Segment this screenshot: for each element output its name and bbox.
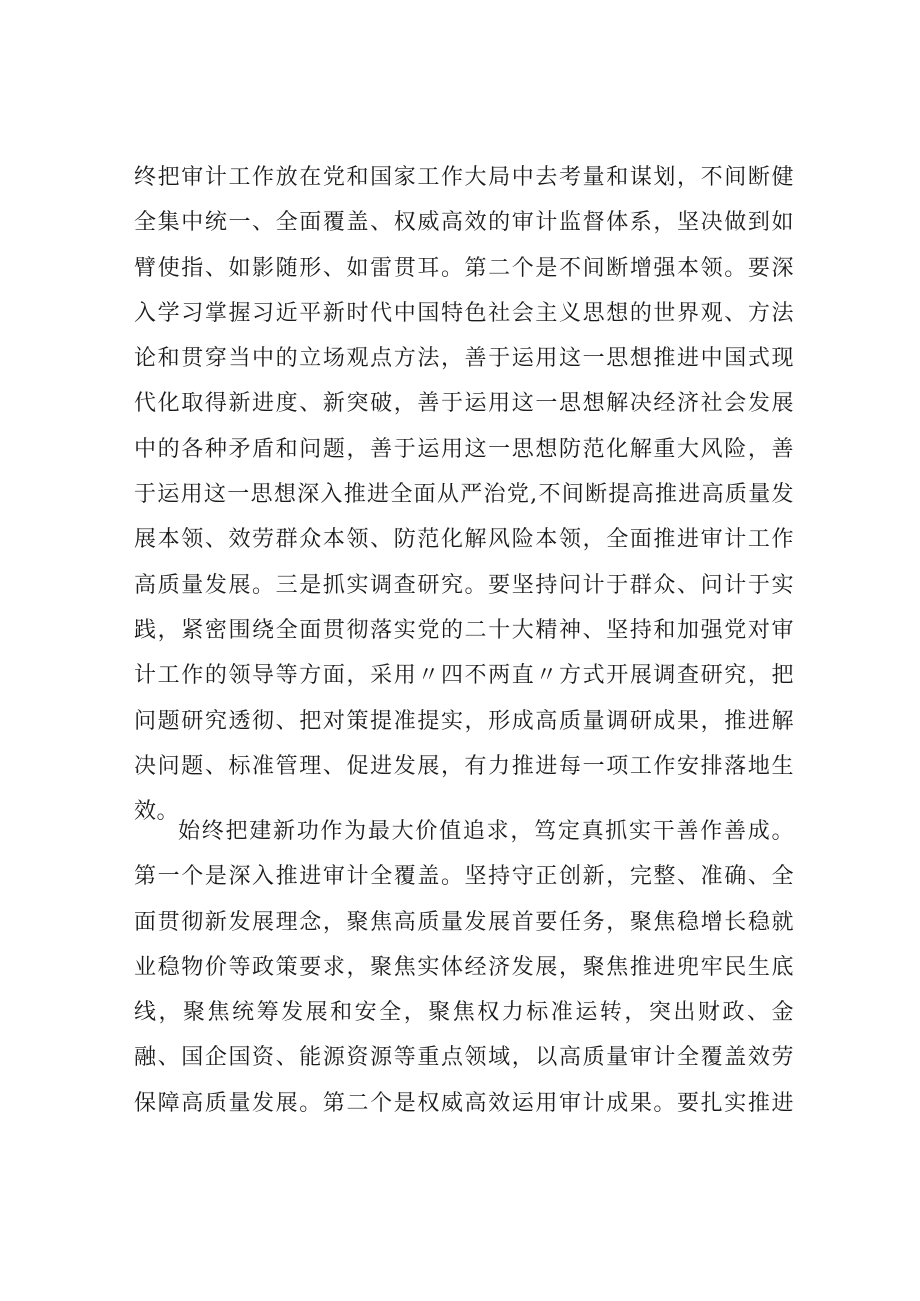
text-line: 终把审计工作放在党和国家工作大局中去考量和谋划，不间断健: [134, 165, 794, 190]
text-line: 第一个是深入推进审计全覆盖。坚持守正创新，完整、准确、全: [134, 864, 794, 890]
text-line: 保障高质量发展。第二个是权威高效运用审计成果。要扎实推进: [134, 1090, 794, 1116]
text-line: 计工作的领导等方面，采用〃四不两直〃方式开展调查研究，把: [134, 663, 794, 689]
text-line: 融、国企国资、能源资源等重点领域，以高质量审计全覆盖效劳: [134, 1045, 794, 1071]
paragraph-2: [134, 809, 794, 1126]
text-line: 决问题、标准管理、促进发展，有力推进每一项工作安排落地生: [134, 753, 794, 779]
text-line: 问题研究透彻、把对策提准提实，形成高质量调研成果，推进解: [134, 708, 794, 734]
text-line: 高质量发展。三是抓实调查研究。要坚持问计于群众、问计于实: [134, 572, 794, 598]
text-line: 论和贯穿当中的立场观点方法，善于运用这一思想推进中国式现: [134, 346, 794, 372]
text-line: 中的各种矛盾和问题，善于运用这一思想防范化解重大风险，善: [134, 436, 794, 462]
text-line: 入学习掌握习近平新时代中国特色社会主义思想的世界观、方法: [134, 300, 794, 326]
text-line: 全集中统一、全面覆盖、权威高效的审计监督体系，坚决做到如: [134, 210, 794, 236]
text-line: 效。: [134, 799, 180, 825]
text-line: 业稳物价等政策要求，聚焦实体经济发展，聚焦推进兜牢民生底: [134, 954, 794, 980]
paragraph-1: [134, 155, 794, 834]
text-line: 代化取得新进度、新突破，善于运用这一思想解决经济社会发展: [134, 391, 794, 417]
text-line: 始终把建新功作为最大价值追求，笃定真抓实干善作善成。: [178, 819, 794, 844]
text-line: 于运用这一思想深入推进全面从严治党,不间断提高推进高质量发: [134, 482, 794, 508]
text-line: 线，聚焦统筹发展和安全，聚焦权力标准运转，突出财政、金: [134, 1000, 794, 1026]
text-line: 臂使指、如影随形、如雷贯耳。第二个是不间断增强本领。要深: [134, 255, 794, 281]
text-line: 践，紧密围绕全面贯彻落实党的二十大精神、坚持和加强党对审: [134, 617, 794, 643]
text-line: 展本领、效劳群众本领、防范化解风险本领，全面推进审计工作: [134, 527, 794, 553]
text-line: 面贯彻新发展理念，聚焦高质量发展首要任务，聚焦稳增长稳就: [134, 909, 794, 935]
